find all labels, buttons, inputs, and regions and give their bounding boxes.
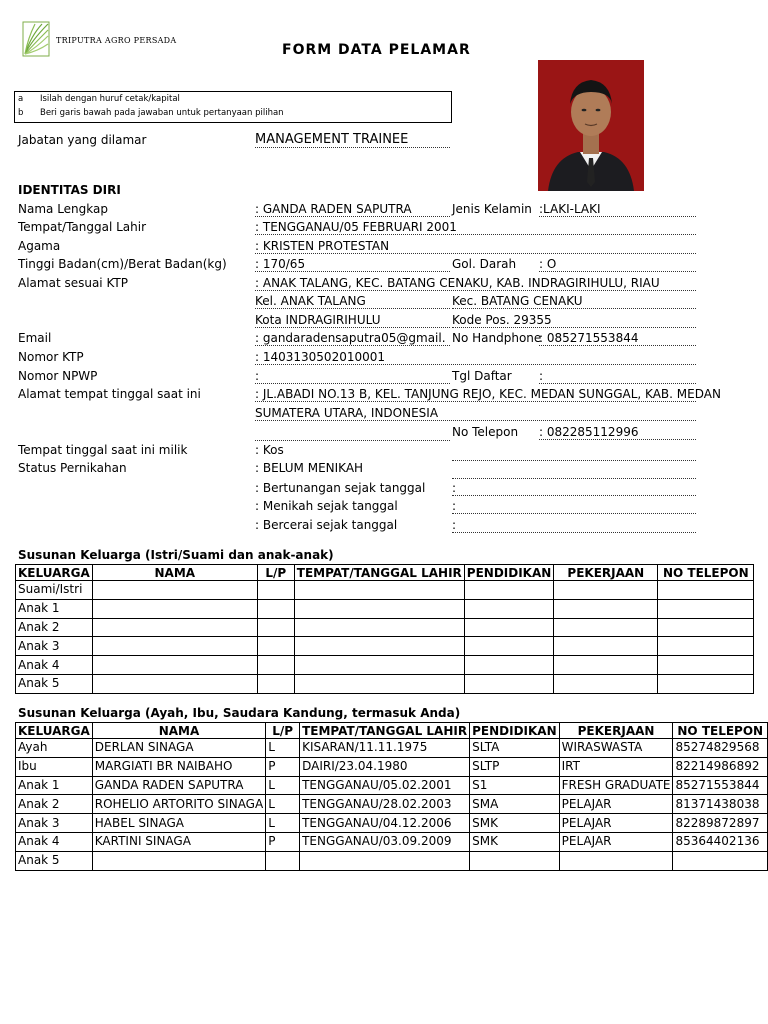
table-cell[interactable]: [257, 637, 294, 656]
instructions-box: [14, 91, 452, 123]
ktp-value[interactable]: : 1403130502010001: [255, 350, 696, 365]
table-cell[interactable]: [300, 851, 470, 870]
status-value[interactable]: : BELUM MENIKAH: [255, 461, 364, 475]
alamat-tinggal-line3[interactable]: [255, 425, 450, 441]
table-cell[interactable]: [658, 599, 754, 618]
table-cell[interactable]: [294, 581, 464, 600]
cerai-label: : Bercerai sejak tanggal: [255, 518, 398, 532]
milik-label: Tempat tinggal saat ini milik: [18, 443, 188, 457]
table-cell[interactable]: 82289872897: [673, 814, 768, 833]
column-header: NAMA: [92, 723, 265, 739]
telepon-label: No Telepon: [452, 425, 519, 439]
relation-cell: Anak 2: [16, 618, 93, 637]
relation-cell: Anak 5: [16, 674, 93, 693]
table-cell[interactable]: 85271553844: [673, 776, 768, 795]
instruction-key-a: a: [18, 94, 24, 104]
nama-value[interactable]: : GANDA RADEN SAPUTRA: [255, 202, 450, 217]
menikah-label: : Menikah sejak tanggal: [255, 499, 398, 513]
table-row: [16, 656, 754, 675]
company-name: TRIPUTRA AGRO PERSADA: [56, 36, 177, 45]
table-cell[interactable]: KARTINI SINAGA: [92, 832, 265, 851]
relation-cell: Ibu: [16, 757, 93, 776]
nama-label: Nama Lengkap: [18, 202, 108, 216]
table-cell[interactable]: WIRASWASTA: [559, 739, 673, 758]
table-cell[interactable]: [294, 674, 464, 693]
table-cell[interactable]: [554, 656, 658, 675]
agama-label: Agama: [18, 239, 61, 253]
npwp-value[interactable]: :: [255, 369, 450, 384]
gol-darah-label: Gol. Darah: [452, 257, 517, 271]
status-line: [452, 464, 696, 479]
tunangan-label: : Bertunangan sejak tanggal: [255, 481, 426, 495]
column-header: PENDIDIKAN: [464, 565, 554, 581]
table-cell[interactable]: [658, 618, 754, 637]
column-header: L/P: [257, 565, 294, 581]
family1-table: [15, 564, 754, 694]
table-cell[interactable]: 85364402136: [673, 832, 768, 851]
table-cell[interactable]: [257, 581, 294, 600]
table-cell[interactable]: [464, 618, 554, 637]
identity-heading: IDENTITAS DIRI: [18, 183, 121, 197]
table-cell[interactable]: [92, 656, 257, 675]
ttl-value[interactable]: : TENGGANAU/05 FEBRUARI 2001: [255, 220, 696, 235]
relation-cell: Anak 2: [16, 795, 93, 814]
table-cell[interactable]: P: [266, 832, 300, 851]
table-cell[interactable]: [92, 637, 257, 656]
table-row: [16, 757, 768, 776]
table-cell[interactable]: IRT: [559, 757, 673, 776]
company-logo-icon: [22, 20, 52, 58]
table-cell[interactable]: [294, 637, 464, 656]
handphone-value[interactable]: : 085271553844: [539, 331, 696, 346]
table-cell[interactable]: [257, 674, 294, 693]
table-cell[interactable]: PELAJAR: [559, 832, 673, 851]
instruction-key-b: b: [18, 108, 24, 118]
table-cell[interactable]: [257, 599, 294, 618]
telepon-value[interactable]: : 082285112996: [539, 425, 696, 440]
table-cell[interactable]: [92, 618, 257, 637]
column-header: PENDIDIKAN: [470, 723, 560, 739]
table-cell[interactable]: HABEL SINAGA: [92, 814, 265, 833]
table-cell[interactable]: SMK: [470, 832, 560, 851]
applicant-photo: [538, 60, 644, 191]
table-cell[interactable]: TENGGANAU/04.12.2006: [300, 814, 470, 833]
relation-cell: Anak 3: [16, 637, 93, 656]
relation-cell: Anak 5: [16, 851, 93, 870]
tinggi-berat-label: Tinggi Badan(cm)/Berat Badan(kg): [18, 257, 227, 271]
tgl-daftar-label: Tgl Daftar: [452, 369, 512, 383]
table-row: [16, 832, 768, 851]
email-value[interactable]: : gandaradensaputra05@gmail.: [255, 331, 450, 346]
table-cell[interactable]: PELAJAR: [559, 795, 673, 814]
table-cell[interactable]: [294, 656, 464, 675]
table-row: [16, 581, 754, 600]
table-cell[interactable]: FRESH GRADUATE: [559, 776, 673, 795]
table-cell[interactable]: [673, 851, 768, 870]
column-header: KELUARGA: [16, 565, 93, 581]
column-header: NO TELEPON: [673, 723, 768, 739]
instruction-text-a: Isilah dengan huruf cetak/kapital: [40, 94, 180, 104]
handphone-label: No Handphone: [452, 331, 542, 345]
table-cell[interactable]: ROHELIO ARTORITO SINAGA: [92, 795, 265, 814]
table-cell[interactable]: [554, 637, 658, 656]
table-cell[interactable]: 85274829568: [673, 739, 768, 758]
status-label: Status Pernikahan: [18, 461, 127, 475]
table-cell[interactable]: [658, 656, 754, 675]
table-cell[interactable]: [658, 637, 754, 656]
tunangan-value[interactable]: :: [452, 481, 696, 496]
kota-value[interactable]: Kota INDRAGIRIHULU: [255, 313, 450, 328]
table-row: [16, 618, 754, 637]
cerai-value[interactable]: :: [452, 518, 696, 533]
family2-title: Susunan Keluarga (Ayah, Ibu, Saudara Kandung, termasuk Anda): [18, 706, 461, 720]
table-cell[interactable]: [554, 599, 658, 618]
table-cell[interactable]: TENGGANAU/05.02.2001: [300, 776, 470, 795]
form-title: FORM DATA PELAMAR: [282, 42, 471, 58]
table-cell[interactable]: L: [266, 814, 300, 833]
gol-darah-value[interactable]: : O: [539, 257, 696, 272]
table-cell[interactable]: [658, 674, 754, 693]
table-cell[interactable]: 82214986892: [673, 757, 768, 776]
table-cell[interactable]: MARGIATI BR NAIBAHO: [92, 757, 265, 776]
table-cell[interactable]: [92, 581, 257, 600]
relation-cell: Anak 1: [16, 599, 93, 618]
column-header: NO TELEPON: [658, 565, 754, 581]
tinggi-berat-value[interactable]: : 170/65: [255, 257, 450, 272]
column-header: TEMPAT/TANGGAL LAHIR: [294, 565, 464, 581]
email-label: Email: [18, 331, 52, 345]
kelurahan-value[interactable]: Kel. ANAK TALANG: [255, 294, 450, 309]
table-cell[interactable]: [257, 656, 294, 675]
table-cell[interactable]: SLTP: [470, 757, 560, 776]
position-value[interactable]: MANAGEMENT TRAINEE: [255, 132, 450, 148]
ttl-label: Tempat/Tanggal Lahir: [18, 220, 147, 234]
table-cell[interactable]: [554, 618, 658, 637]
npwp-label: Nomor NPWP: [18, 369, 98, 383]
table-header-row: [16, 723, 768, 739]
gender-label: Jenis Kelamin: [452, 202, 532, 216]
table-cell[interactable]: PELAJAR: [559, 814, 673, 833]
table-cell[interactable]: TENGGANAU/28.02.2003: [300, 795, 470, 814]
table-cell[interactable]: KISARAN/11.11.1975: [300, 739, 470, 758]
table-cell[interactable]: DERLAN SINAGA: [92, 739, 265, 758]
table-cell[interactable]: [554, 674, 658, 693]
table-cell[interactable]: L: [266, 776, 300, 795]
table-cell[interactable]: [92, 599, 257, 618]
table-cell[interactable]: L: [266, 795, 300, 814]
kodepos-value[interactable]: Kode Pos. 29355: [452, 313, 696, 328]
column-header: KELUARGA: [16, 723, 93, 739]
alamat-ktp-label: Alamat sesuai KTP: [18, 276, 128, 290]
agama-value[interactable]: : KRISTEN PROTESTAN: [255, 239, 696, 254]
table-row: [16, 674, 754, 693]
table-cell[interactable]: DAIRI/23.04.1980: [300, 757, 470, 776]
table-cell[interactable]: [92, 851, 265, 870]
table-cell[interactable]: SMK: [470, 814, 560, 833]
column-header: PEKERJAAN: [554, 565, 658, 581]
table-cell[interactable]: [658, 581, 754, 600]
table-cell[interactable]: [294, 599, 464, 618]
table-cell[interactable]: [464, 656, 554, 675]
table-cell[interactable]: 81371438038: [673, 795, 768, 814]
table-cell[interactable]: [559, 851, 673, 870]
table-cell[interactable]: [464, 674, 554, 693]
table-cell[interactable]: [464, 637, 554, 656]
relation-cell: Ayah: [16, 739, 93, 758]
table-cell[interactable]: TENGGANAU/03.09.2009: [300, 832, 470, 851]
relation-cell: Anak 4: [16, 656, 93, 675]
ktp-label: Nomor KTP: [18, 350, 84, 364]
table-cell[interactable]: [464, 581, 554, 600]
table-row: [16, 776, 768, 795]
table-cell[interactable]: S1: [470, 776, 560, 795]
table-row: [16, 599, 754, 618]
relation-cell: Suami/Istri: [16, 581, 93, 600]
tgl-daftar-value[interactable]: :: [539, 369, 696, 384]
table-cell[interactable]: [464, 599, 554, 618]
table-row: [16, 814, 768, 833]
column-header: NAMA: [92, 565, 257, 581]
table-cell[interactable]: SLTA: [470, 739, 560, 758]
instruction-text-b: Beri garis bawah pada jawaban untuk pertanyaan pilihan: [40, 108, 284, 118]
family2-table: [15, 722, 768, 871]
alamat-tinggal-line1[interactable]: : JL.ABADI NO.13 B, KEL. TANJUNG REJO, KEC. MEDAN SUNGGAL, KAB. MEDAN: [255, 387, 721, 401]
relation-cell: Anak 3: [16, 814, 93, 833]
table-cell[interactable]: [470, 851, 560, 870]
column-header: L/P: [266, 723, 300, 739]
table-row: [16, 795, 768, 814]
family1-title: Susunan Keluarga (Istri/Suami dan anak-anak): [18, 548, 334, 562]
table-cell[interactable]: [266, 851, 300, 870]
position-label: Jabatan yang dilamar: [18, 133, 147, 147]
milik-line: [452, 446, 696, 461]
relation-cell: Anak 1: [16, 776, 93, 795]
column-header: TEMPAT/TANGGAL LAHIR: [300, 723, 470, 739]
alamat-ktp-value[interactable]: : ANAK TALANG, KEC. BATANG CENAKU, KAB. INDRAGIRIHULU, RIAU: [255, 276, 696, 291]
column-header: PEKERJAAN: [559, 723, 673, 739]
menikah-value[interactable]: :: [452, 499, 696, 514]
relation-cell: Anak 4: [16, 832, 93, 851]
table-cell[interactable]: GANDA RADEN SAPUTRA: [92, 776, 265, 795]
milik-value[interactable]: : Kos: [255, 443, 284, 457]
table-cell[interactable]: SMA: [470, 795, 560, 814]
table-header-row: [16, 565, 754, 581]
kecamatan-value[interactable]: Kec. BATANG CENAKU: [452, 294, 696, 309]
table-cell[interactable]: [294, 618, 464, 637]
table-row: [16, 851, 768, 870]
table-row: [16, 739, 768, 758]
gender-value[interactable]: :LAKI-LAKI: [539, 202, 696, 217]
alamat-tinggal-line2[interactable]: SUMATERA UTARA, INDONESIA: [255, 406, 696, 421]
table-cell[interactable]: [257, 618, 294, 637]
table-cell[interactable]: L: [266, 739, 300, 758]
table-cell[interactable]: [554, 581, 658, 600]
alamat-tinggal-label: Alamat tempat tinggal saat ini: [18, 387, 201, 401]
table-row: [16, 637, 754, 656]
table-cell[interactable]: [92, 674, 257, 693]
table-cell[interactable]: P: [266, 757, 300, 776]
